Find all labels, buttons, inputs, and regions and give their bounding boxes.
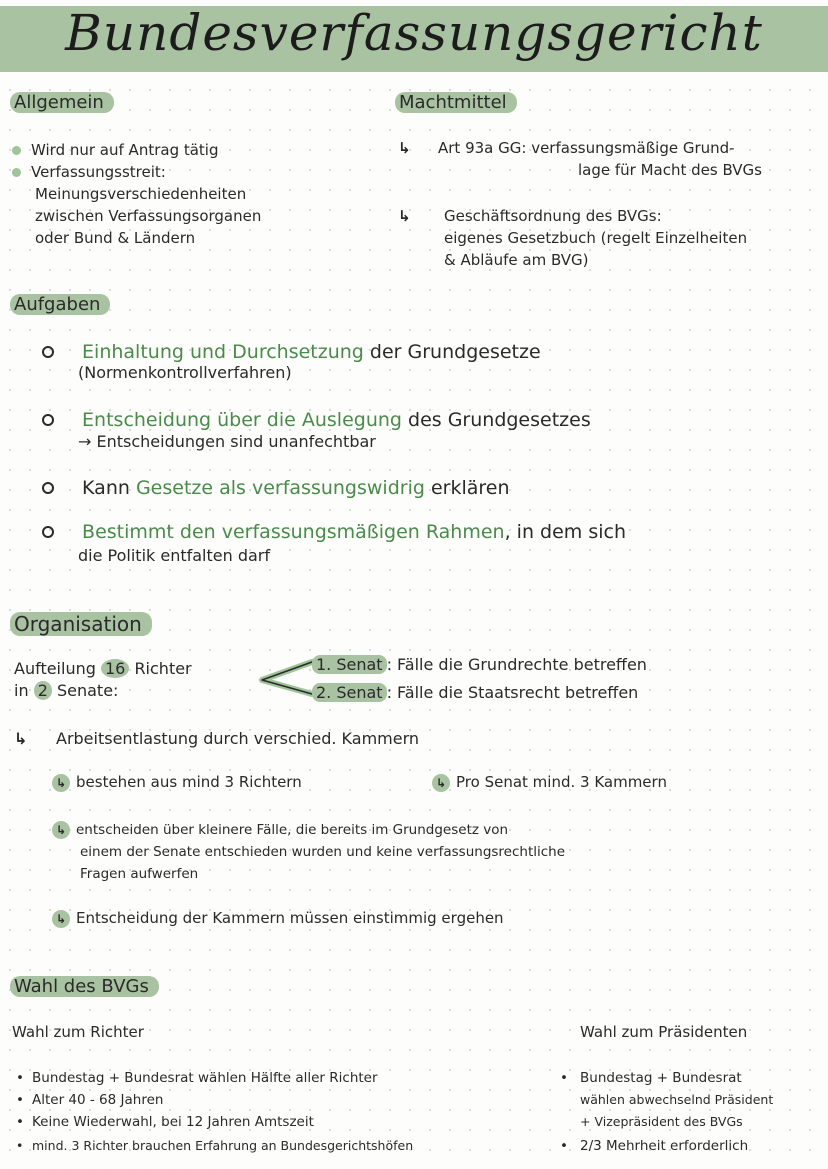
- aufgabe-2: Entscheidung über die Auslegung des Grundgesetzes: [42, 408, 591, 432]
- wahl-praesident-item-1: • Bundestag + Bundesrat: [560, 1070, 742, 1086]
- kammer-sub-3: ↳ entscheiden über kleinere Fälle, die bereits im Grundgesetz von: [52, 820, 508, 840]
- aufgabe-4-line2: die Politik entfalten darf: [78, 546, 271, 565]
- branch-arrow-icon: [256, 652, 316, 700]
- allgemein-item-2-line2: Meinungsverschiedenheiten: [35, 185, 247, 203]
- wahl-praesident-item-1-line3: + Vizepräsident des BVGs: [580, 1114, 743, 1129]
- kammer-sub-1: ↳ bestehen aus mind 3 Richtern: [52, 772, 302, 792]
- wahl-richter-item-4: • mind. 3 Richter brauchen Erfahrung an Bundesgerichtshöfen: [16, 1138, 414, 1153]
- wahl-praesident-item-2: • 2/3 Mehrheit erforderlich: [560, 1138, 749, 1154]
- section-heading-aufgaben: Aufgaben: [10, 294, 110, 315]
- circle-bullet-icon: [42, 526, 54, 538]
- section-heading-wahl: Wahl des BVGs: [10, 976, 159, 997]
- section-heading-allgemein: Allgemein: [10, 92, 114, 113]
- bullet-dot-icon: [12, 168, 21, 177]
- wahl-praesident-heading: Wahl zum Präsidenten: [580, 1023, 748, 1041]
- sub-arrow-icon: ↳: [52, 774, 70, 792]
- wahl-richter-item-2: • Alter 40 - 68 Jahren: [16, 1092, 164, 1108]
- aufgabe-1: Einhaltung und Durchsetzung der Grundgesetze: [42, 340, 541, 364]
- aufgabe-1-line2: (Normenkontrollverfahren): [78, 363, 292, 382]
- senat-1: 1. Senat : Fälle die Grundrechte betreffen: [312, 654, 647, 676]
- allgemein-item-2-line3: zwischen Verfassungsorganen: [35, 207, 262, 225]
- page-title: Bundesverfassungsgericht: [65, 4, 763, 62]
- section-heading-machtmittel: Machtmittel: [395, 92, 517, 113]
- wahl-richter-item-1: • Bundestag + Bundesrat wählen Hälfte aller Richter: [16, 1070, 378, 1086]
- kammer-sub-2: ↳ Pro Senat mind. 3 Kammern: [432, 772, 667, 792]
- wahl-richter-heading: Wahl zum Richter: [12, 1023, 144, 1041]
- aufteilung-line2: in 2 Senate:: [14, 681, 119, 700]
- sub-arrow-icon: ↳: [52, 821, 70, 839]
- machtmittel-item-2-line2: eigenes Gesetzbuch (regelt Einzelheiten: [444, 229, 748, 247]
- arrow-right-icon: ↳: [398, 139, 411, 157]
- allgemein-item-2-line4: oder Bund & Ländern: [35, 229, 196, 247]
- machtmittel-item-1: ↳ Art 93a GG: verfassungsmäßige Grund-: [398, 139, 735, 157]
- wahl-praesident-item-1-line2: wählen abwechselnd Präsident: [580, 1092, 774, 1107]
- aufgabe-3: Kann Gesetze als verfassungswidrig erklären: [42, 476, 510, 500]
- section-heading-organisation: Organisation: [10, 612, 152, 636]
- sub-arrow-icon: ↳: [52, 910, 70, 928]
- kammer-sub-3-line2: einem der Senate entschieden wurden und keine verfassungsrechtliche: [80, 844, 566, 860]
- aufgabe-2-line2: → Entscheidungen sind unanfechtbar: [78, 432, 376, 451]
- kammer-sub-3-line3: Fragen aufwerfen: [80, 866, 199, 882]
- machtmittel-item-2: ↳ Geschäftsordnung des BVGs:: [398, 207, 662, 225]
- arrow-right-icon: ↳: [398, 207, 411, 225]
- kammer-sub-4: ↳ Entscheidung der Kammern müssen einstimmig ergehen: [52, 908, 504, 928]
- senat-2: 2. Senat : Fälle die Staatsrecht betreffen: [312, 682, 638, 704]
- circle-bullet-icon: [42, 482, 54, 494]
- circle-bullet-icon: [42, 414, 54, 426]
- aufteilung-line1: Aufteilung 16 Richter: [14, 659, 192, 678]
- arrow-right-icon: ↳: [14, 729, 28, 748]
- aufgabe-4: Bestimmt den verfassungsmäßigen Rahmen, in dem sich: [42, 520, 626, 544]
- allgemein-item-1: Wird nur auf Antrag tätig: [12, 140, 219, 160]
- allgemein-item-2: Verfassungsstreit:: [12, 162, 166, 182]
- bullet-dot-icon: [12, 146, 21, 155]
- wahl-richter-item-3: • Keine Wiederwahl, bei 12 Jahren Amtszeit: [16, 1114, 314, 1130]
- machtmittel-item-1-line2: lage für Macht des BVGs: [578, 161, 762, 179]
- arbeitsentlastung: ↳ Arbeitsentlastung durch verschied. Kammern: [14, 729, 420, 748]
- circle-bullet-icon: [42, 346, 54, 358]
- machtmittel-item-2-line3: & Abläufe am BVG): [444, 251, 589, 269]
- sub-arrow-icon: ↳: [432, 774, 450, 792]
